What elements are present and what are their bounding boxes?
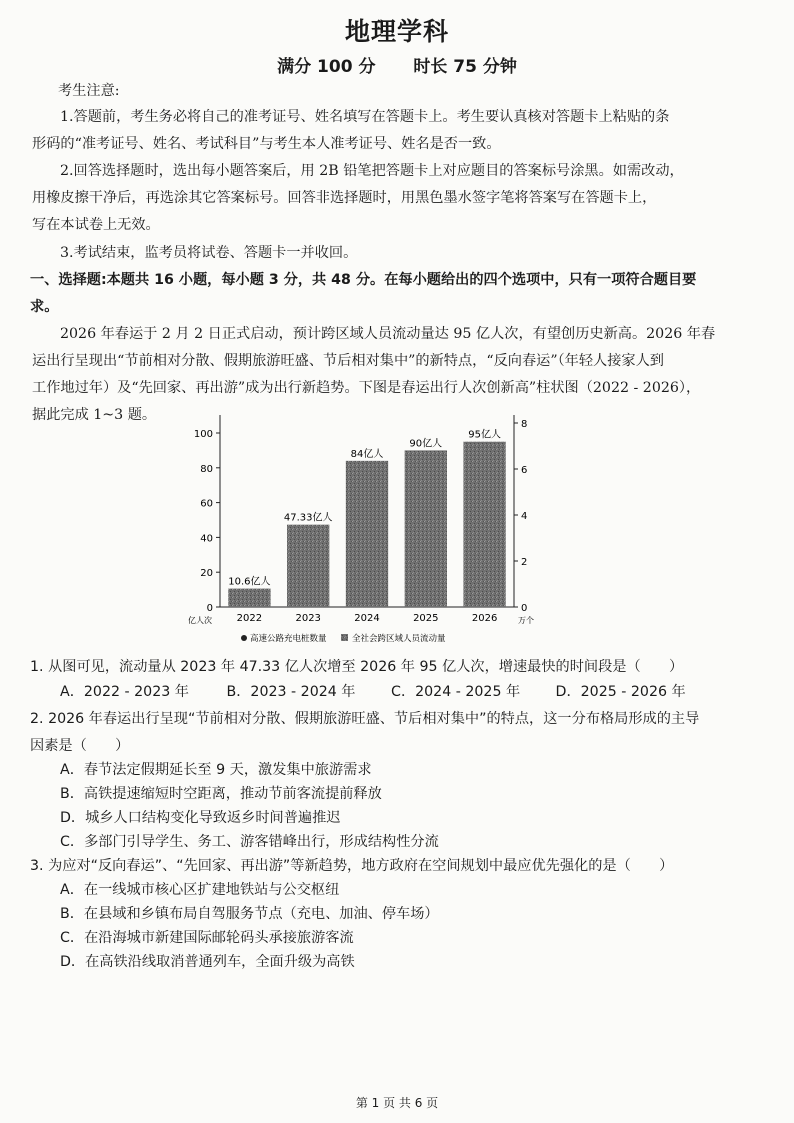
material-line4: 据此完成 1~3 题。 bbox=[32, 407, 157, 423]
q2-option-c[interactable]: C．多部门引导学生、务工、游客错峰出行，形成结构性分流 bbox=[60, 834, 439, 850]
question-2 bbox=[30, 706, 699, 732]
notice-heading: 考生注意: bbox=[58, 83, 120, 99]
left-axis-unit: 亿人次 bbox=[188, 616, 212, 625]
question-2-number: 2. bbox=[30, 711, 44, 727]
question-3-number: 3. bbox=[30, 858, 44, 874]
bar-data-label: 84亿人 bbox=[350, 448, 384, 460]
x-tick-label: 2026 bbox=[471, 613, 498, 624]
legend-swatch-2 bbox=[341, 634, 348, 641]
page-title: 地理学科 bbox=[344, 17, 449, 46]
bar-2023 bbox=[287, 525, 329, 607]
left-tick-label: 100 bbox=[193, 429, 213, 440]
exam-meta bbox=[0, 52, 794, 77]
section-heading-line1: 一、选择题:本题共 16 小题，每小题 3 分，共 48 分。在每小题给出的四个选项中，只有一项符合题目要 bbox=[30, 272, 697, 288]
question-2-stem-line1: 2026 年春运出行呈现“节前相对分散、假期旅游旺盛、节后相对集中”的特点，这一分布格局形成的主导 bbox=[48, 711, 700, 727]
question-1 bbox=[30, 654, 683, 680]
notice-item3: 3.考试结束，监考员将试卷、答题卡一并收回。 bbox=[60, 245, 358, 261]
right-axis-unit: 万个 bbox=[518, 616, 534, 625]
legend-swatch-1 bbox=[241, 635, 247, 641]
notice-item2-line2: 用橡皮擦干净后，再选涂其它答案标号。回答非选择题时，用黑色墨水签字笔将答案写在答题卡上， bbox=[32, 190, 657, 206]
q3-option-d[interactable]: D．在高铁沿线取消普通列车，全面升级为高铁 bbox=[60, 954, 355, 970]
q3-option-c[interactable]: C．在沿海城市新建国际邮轮码头承接旅游客流 bbox=[60, 930, 354, 946]
bar-data-label: 10.6亿人 bbox=[228, 576, 271, 588]
q1-option-d[interactable]: D．2025 - 2026 年 bbox=[555, 684, 686, 700]
q2-option-d[interactable]: D．城乡人口结构变化导致返乡时间普遍推迟 bbox=[60, 810, 341, 826]
legend-label-1: 高速公路充电桩数量 bbox=[250, 634, 327, 644]
q2-option-a[interactable]: A．春节法定假期延长至 9 天，激发集中旅游需求 bbox=[60, 762, 372, 778]
question-3-stem: 为应对“反向春运”、“先回家、再出游”等新趋势，地方政府在空间规划中最应优先强化的是（ ） bbox=[48, 858, 674, 874]
notice-item1-line1: 1.答题前，考生务必将自己的准考证号、姓名填写在答题卡上。考生要认真核对答题卡上粘贴的条 bbox=[60, 109, 670, 125]
bar-2022 bbox=[228, 589, 270, 607]
bar-2026 bbox=[463, 442, 505, 607]
material-line2: 运出行呈现出“节前相对分散、假期旅游旺盛、节后相对集中”的新特点，“反向春运”（年轻人接家人到 bbox=[32, 353, 664, 369]
q1-option-c[interactable]: C．2024 - 2025 年 bbox=[391, 684, 521, 700]
bar-data-label: 90亿人 bbox=[409, 438, 443, 450]
legend-label-2: 全社会跨区域人员流动量 bbox=[352, 634, 446, 644]
x-tick-label: 2025 bbox=[413, 613, 439, 624]
left-tick-label: 60 bbox=[200, 498, 213, 510]
full-score: 满分 100 分 bbox=[277, 57, 376, 77]
bar-data-label: 95亿人 bbox=[468, 429, 501, 441]
bar-2024 bbox=[346, 461, 388, 607]
page-number: 第 1 页 共 6 页 bbox=[355, 1096, 439, 1110]
bar-2025 bbox=[405, 450, 447, 607]
x-tick-label: 2023 bbox=[295, 613, 321, 624]
left-tick-label: 20 bbox=[200, 568, 213, 580]
duration: 时长 75 分钟 bbox=[413, 57, 517, 77]
material-line1: 2026 年春运于 2 月 2 日正式启动，预计跨区域人员流动量达 95 亿人次，有望创历史新高。2026 年春 bbox=[60, 326, 716, 342]
question-1-options bbox=[60, 680, 686, 704]
question-2-stem-line2: 因素是（ ） bbox=[30, 738, 130, 754]
notice-item2-line3: 写在本试卷上无效。 bbox=[32, 217, 160, 233]
question-1-stem: 从图可见，流动量从 2023 年 47.33 亿人次增至 2026 年 95 亿人次，增速最快的时间段是（ ） bbox=[48, 659, 684, 675]
right-tick-label: 6 bbox=[521, 465, 528, 476]
question-1-number: 1. bbox=[30, 659, 44, 675]
notice-item1-line2: 形码的“准考证号、姓名、考试科目”与考生本人准考证号、姓名是否一致。 bbox=[32, 136, 501, 152]
right-tick-label: 0 bbox=[521, 603, 528, 614]
material-line3: 工作地过年）及“先回家、再出游”成为出行新趋势。下图是春运出行人次创新高”柱状图（2022 - 2026）， bbox=[32, 380, 701, 396]
q2-option-b[interactable]: B．高铁提速缩短时空距离，推动节前客流提前释放 bbox=[60, 786, 382, 802]
right-tick-label: 4 bbox=[521, 511, 528, 522]
notice-item2-line1: 2.回答选择题时，选出每小题答案后，用 2B 铅笔把答题卡上对应题目的答案标号涂黑。如需改动， bbox=[60, 163, 684, 179]
question-3 bbox=[30, 853, 673, 879]
left-tick-label: 40 bbox=[200, 533, 213, 545]
q1-option-b[interactable]: B．2023 - 2024 年 bbox=[226, 684, 356, 700]
section-heading-line2: 求。 bbox=[30, 299, 59, 315]
x-tick-label: 2024 bbox=[354, 613, 380, 624]
bar-data-label: 47.33亿人 bbox=[283, 512, 333, 524]
bar-chart bbox=[180, 405, 540, 655]
q1-option-a[interactable]: A．2022 - 2023 年 bbox=[60, 684, 189, 700]
right-tick-label: 8 bbox=[521, 419, 528, 430]
right-tick-label: 2 bbox=[521, 557, 528, 568]
left-tick-label: 80 bbox=[200, 463, 213, 475]
q3-option-a[interactable]: A．在一线城市核心区扩建地铁站与公交枢纽 bbox=[60, 882, 340, 898]
q3-option-b[interactable]: B．在县域和乡镇布局自驾服务节点（充电、加油、停车场） bbox=[60, 906, 439, 922]
x-tick-label: 2022 bbox=[236, 613, 263, 624]
left-tick-label: 0 bbox=[206, 603, 213, 614]
